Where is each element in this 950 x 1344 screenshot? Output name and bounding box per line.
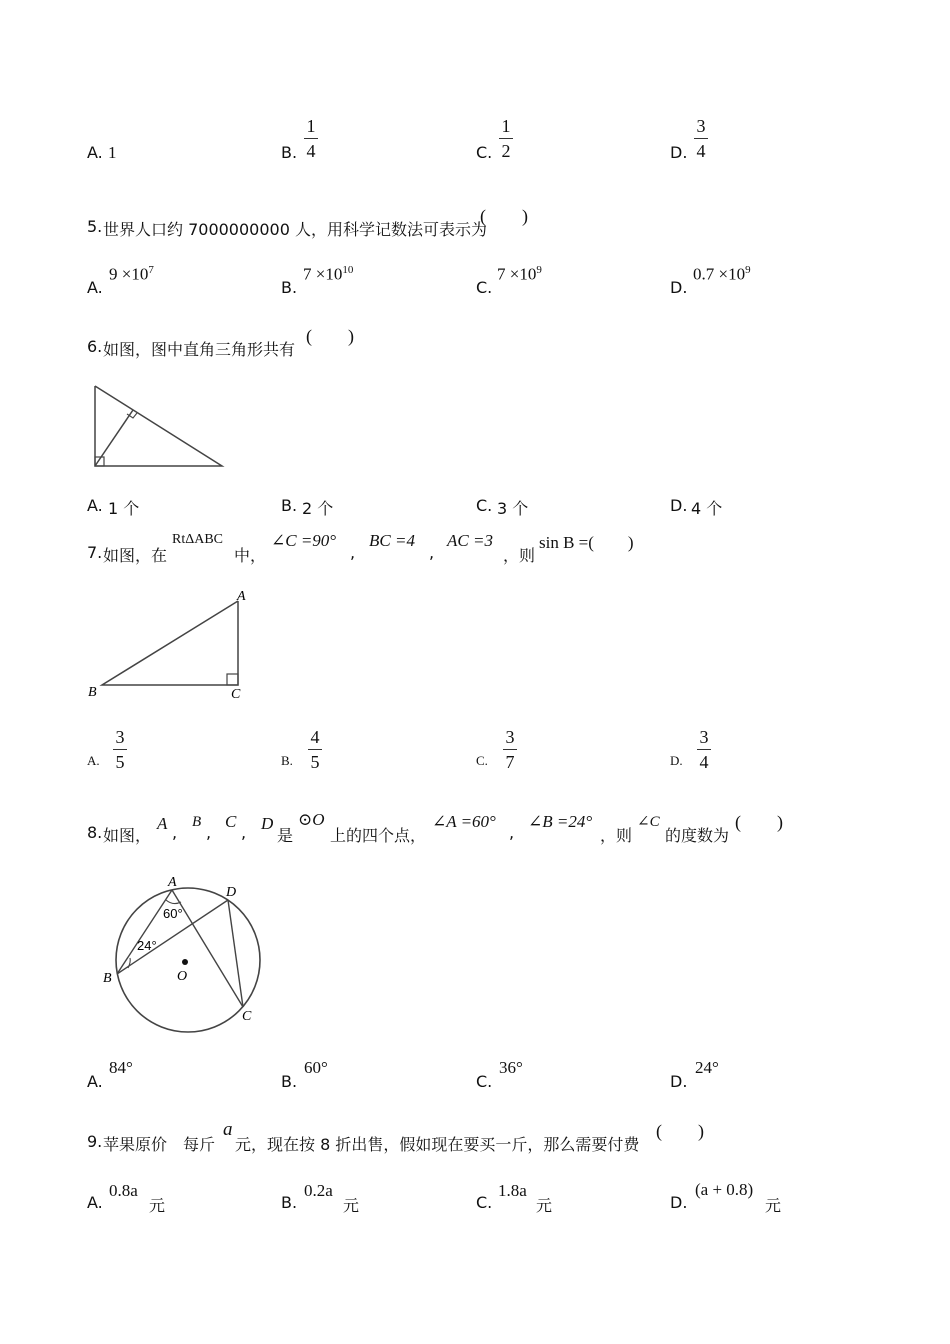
q4-option-d-label[interactable]: D. xyxy=(670,143,688,162)
q9-option-b-value: 0.2a xyxy=(304,1181,333,1200)
fraction-numerator: 3 xyxy=(699,727,709,747)
q8-label-d: D xyxy=(226,885,237,900)
q8-stem-part-2: 是 xyxy=(277,826,294,845)
q7-option-d-label[interactable]: D. xyxy=(670,753,683,768)
q4-option-b-label[interactable]: B. xyxy=(281,143,298,162)
q7-label-b: B xyxy=(88,685,97,700)
q6-altitude xyxy=(95,410,133,466)
q9-stem-part-1: 苹果原价 每斤 xyxy=(103,1135,216,1154)
q5-option-b-value: $7 \times 10^{10}$ xyxy=(303,264,354,284)
fraction-bar xyxy=(694,138,708,139)
fraction-denominator: 2 xyxy=(501,141,511,161)
q6-answer-paren: ( ) xyxy=(306,326,354,346)
q7-option-c-fraction xyxy=(503,727,517,772)
q9-option-b-unit: 元 xyxy=(343,1196,360,1215)
q7-figure xyxy=(86,586,256,702)
fraction-numerator: 4 xyxy=(310,727,320,747)
q5-option-a-label[interactable]: A. xyxy=(87,278,103,297)
fraction-bar xyxy=(499,138,513,139)
q8-center-dot xyxy=(182,959,188,965)
q8-option-c-value: 36° xyxy=(499,1058,523,1077)
q8-comma-2: , xyxy=(206,823,212,842)
q4-option-c-label[interactable]: C. xyxy=(476,143,493,162)
q8-segment-dc xyxy=(228,900,243,1007)
q6-option-c-value: 3 个 xyxy=(497,499,529,518)
fraction-bar xyxy=(697,749,711,750)
q9-option-a-unit: 元 xyxy=(149,1196,166,1215)
q7-stem-part-2: 中， xyxy=(234,546,267,565)
q8-option-d-label[interactable]: D. xyxy=(670,1072,688,1091)
fraction-bar xyxy=(304,138,318,139)
q7-option-c-label[interactable]: C. xyxy=(476,753,488,768)
q8-angle-label-60: 60° xyxy=(163,906,183,921)
q8-angle-arc-b xyxy=(128,958,130,968)
fraction-bar xyxy=(113,749,127,750)
q8-option-a-value: 84° xyxy=(109,1058,133,1077)
q8-stem-part-1: 如图， xyxy=(103,826,152,845)
q6-option-a-value: 1 个 xyxy=(108,499,140,518)
q8-stem-part-4: ，则 xyxy=(600,826,633,845)
q9-option-a-value: 0.8a xyxy=(109,1181,138,1200)
q8-angle-a: ∠A =60° xyxy=(432,812,496,831)
q9-variable-a: a xyxy=(223,1119,233,1140)
q9-option-b-label[interactable]: B. xyxy=(281,1193,298,1212)
q7-stem-part-3: ，则 xyxy=(503,546,536,565)
q7-triangle-name: RtΔABC xyxy=(172,532,224,547)
q8-option-b-value: 60° xyxy=(304,1058,328,1077)
q7-angle-c: ∠C =90° xyxy=(271,531,337,550)
q8-angle-c: ∠C xyxy=(637,814,660,830)
q4-option-c-fraction xyxy=(499,116,513,161)
fraction-numerator: 3 xyxy=(115,727,125,747)
q8-option-b-label[interactable]: B. xyxy=(281,1072,298,1091)
q7-bc: BC =4 xyxy=(369,531,415,550)
q9-option-d-value: (a + 0.8) xyxy=(695,1180,754,1199)
q7-comma-1: , xyxy=(350,543,356,562)
q8-option-d-value: 24° xyxy=(695,1058,719,1077)
q5-answer-paren: ( ) xyxy=(480,206,528,226)
q7-label-a: A xyxy=(237,589,246,604)
q8-label-b: B xyxy=(103,971,112,986)
q5-option-d-label[interactable]: D. xyxy=(670,278,688,297)
q8-stem-part-5: 的度数为 xyxy=(665,826,730,845)
q9-option-c-label[interactable]: C. xyxy=(476,1193,493,1212)
fraction-numerator: 1 xyxy=(306,116,316,136)
q8-number: 8. xyxy=(87,823,103,842)
q6-option-a-label[interactable]: A. xyxy=(87,496,103,515)
q8-label-c: C xyxy=(242,1009,252,1024)
fraction-denominator: 4 xyxy=(699,752,709,772)
q5-option-d-value: $0.7 \times 10^9$ xyxy=(693,264,751,284)
q7-label-c: C xyxy=(231,687,241,702)
q9-option-a-label[interactable]: A. xyxy=(87,1193,103,1212)
fraction-bar xyxy=(308,749,322,750)
q8-point-b: B xyxy=(192,814,202,830)
fraction-numerator: 1 xyxy=(501,116,511,136)
q7-option-b-fraction xyxy=(308,727,322,772)
fraction-denominator: 4 xyxy=(306,141,316,161)
q7-right-angle-mark xyxy=(227,674,238,685)
q8-comma-4: , xyxy=(509,823,515,842)
q8-answer-paren: ( ) xyxy=(735,812,783,832)
q6-triangle xyxy=(95,386,222,466)
q8-point-a: A xyxy=(157,814,168,833)
q9-option-d-label[interactable]: D. xyxy=(670,1193,688,1212)
q8-point-c: C xyxy=(225,812,237,831)
fraction-numerator: 3 xyxy=(696,116,706,136)
q8-label-o: O xyxy=(177,969,188,984)
q7-option-b-label[interactable]: B. xyxy=(281,753,293,768)
q8-figure xyxy=(95,870,270,1040)
q5-number: 5. xyxy=(87,217,103,236)
q7-stem-part-1: 如图，在 xyxy=(103,546,168,565)
q6-option-d-label[interactable]: D. xyxy=(670,496,688,515)
q8-comma-3: , xyxy=(241,823,247,842)
q6-option-c-label[interactable]: C. xyxy=(476,496,493,515)
q5-option-c-label[interactable]: C. xyxy=(476,278,493,297)
q9-option-d-unit: 元 xyxy=(765,1196,782,1215)
q8-circle-o: ⊙O xyxy=(298,810,325,829)
q4-option-a-label[interactable]: A. xyxy=(87,143,103,162)
q4-option-b-fraction xyxy=(304,116,318,161)
q6-number: 6. xyxy=(87,337,103,356)
fraction-denominator: 4 xyxy=(696,141,706,161)
q6-option-b-value: 2 个 xyxy=(302,499,334,518)
q8-angle-b: ∠B =24° xyxy=(528,812,593,831)
q8-angle-label-24: 24° xyxy=(137,938,157,953)
q8-point-d: D xyxy=(261,814,274,833)
q5-stem: 世界人口约 7000000000 人，用科学记数法可表示为 xyxy=(103,220,487,239)
q8-stem-part-3: 上的四个点， xyxy=(330,826,427,845)
fraction-numerator: 3 xyxy=(505,727,515,747)
q5-option-c-value: $7 \times 10^9$ xyxy=(497,264,542,284)
q4-option-a-value: 1 xyxy=(108,143,117,162)
q9-stem-part-2: 元，现在按 8 折出售，假如现在要买一斤，那么需要付费 xyxy=(235,1135,640,1154)
q9-answer-paren: ( ) xyxy=(656,1121,704,1141)
q7-option-a-label[interactable]: A. xyxy=(87,753,100,768)
q6-option-b-label[interactable]: B. xyxy=(281,496,298,515)
q9-option-c-value: 1.8a xyxy=(498,1181,527,1200)
q4-option-d-fraction xyxy=(694,116,708,161)
fraction-denominator: 5 xyxy=(310,752,320,772)
q7-number: 7. xyxy=(87,543,103,562)
q7-option-d-fraction xyxy=(697,727,711,772)
q5-option-b-label[interactable]: B. xyxy=(281,278,298,297)
q7-triangle xyxy=(102,601,238,685)
fraction-bar xyxy=(503,749,517,750)
q8-option-c-label[interactable]: C. xyxy=(476,1072,493,1091)
q7-comma-2: , xyxy=(429,543,435,562)
q5-option-a-value: $9 \times 10^7$ xyxy=(109,264,154,284)
fraction-denominator: 5 xyxy=(115,752,125,772)
q7-sin-b: sin B =( ) xyxy=(539,533,634,552)
q6-option-d-value: 4 个 xyxy=(691,499,723,518)
q8-comma-1: , xyxy=(172,823,178,842)
q8-label-a: A xyxy=(168,875,177,890)
fraction-denominator: 7 xyxy=(505,752,515,772)
q9-option-c-unit: 元 xyxy=(536,1196,553,1215)
q8-option-a-label[interactable]: A. xyxy=(87,1072,103,1091)
q6-figure xyxy=(88,383,228,471)
q7-option-a-fraction xyxy=(113,727,127,772)
q9-number: 9. xyxy=(87,1132,103,1151)
q6-stem: 如图，图中直角三角形共有 xyxy=(103,340,296,359)
q7-ac: AC =3 xyxy=(447,531,493,550)
